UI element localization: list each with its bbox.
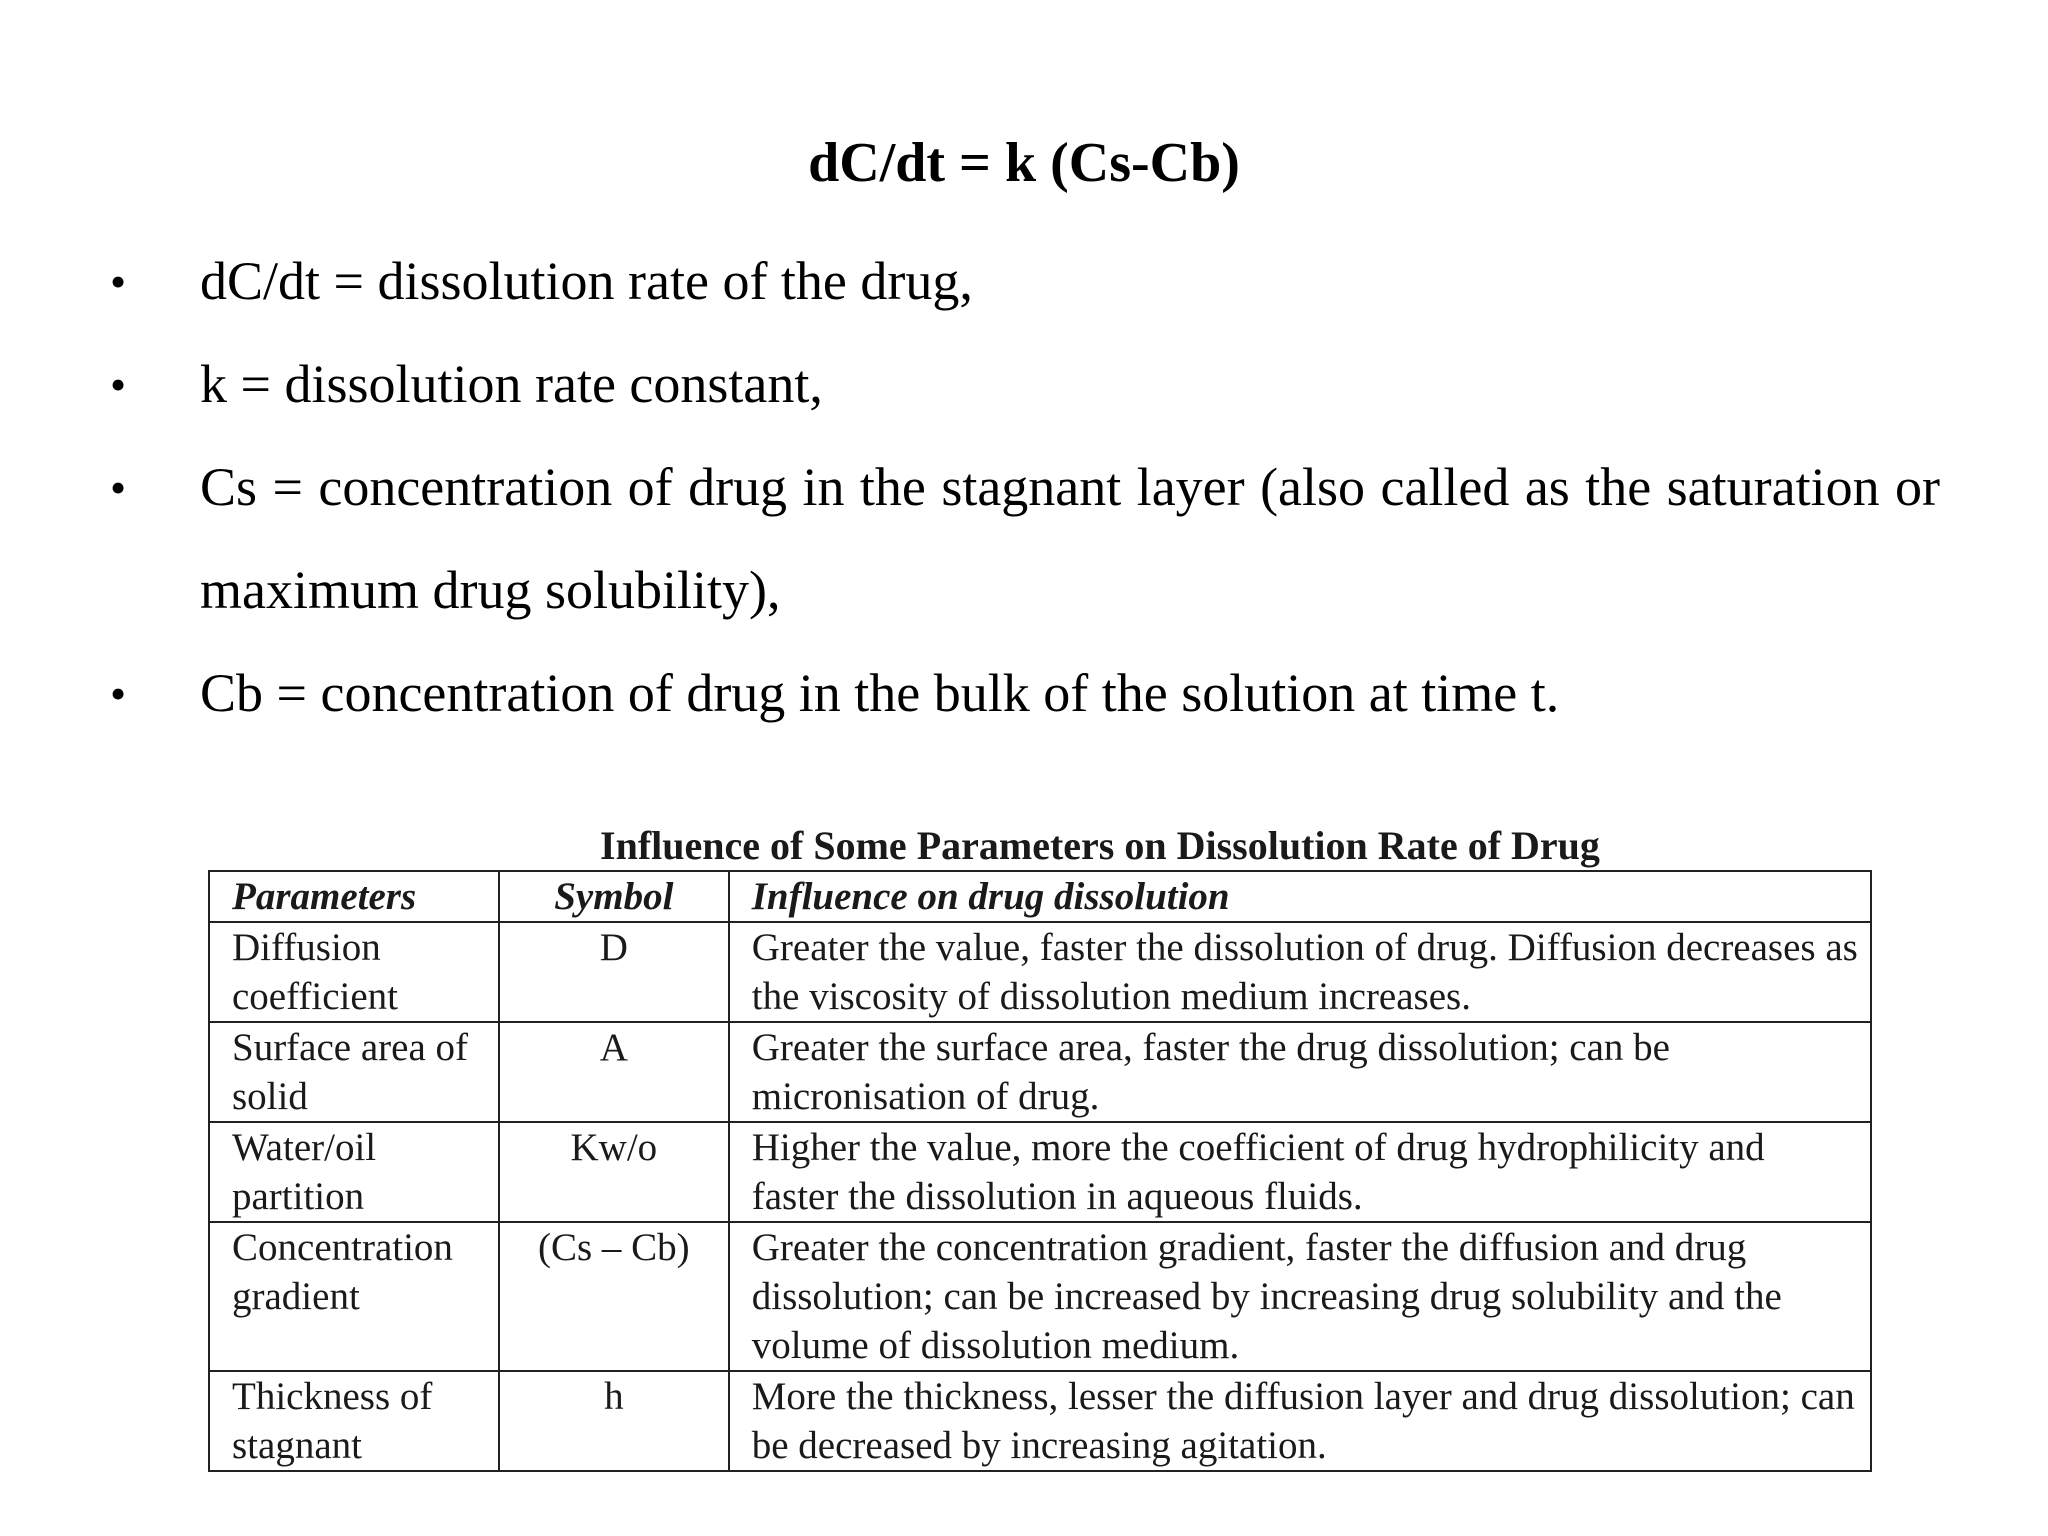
list-item — [110, 230, 1940, 333]
cell-influence: Greater the value, faster the dissolution of drug. Diffusion decreases as the viscosity of dissolution medium increases. — [729, 922, 1871, 1022]
bullet-icon: • — [110, 359, 127, 410]
bullet-icon: • — [110, 462, 127, 513]
table-row — [209, 1122, 1871, 1222]
definition-text: k = dissolution rate constant, — [200, 354, 823, 414]
table-row — [209, 922, 1871, 1022]
cell-symbol: Kw/o — [499, 1122, 729, 1222]
parameters-table-figure — [208, 820, 1872, 1472]
dissolution-rate-formula: dC/dt = k (Cs-Cb) — [808, 132, 1240, 194]
cell-influence: Higher the value, more the coefficient of drug hydrophilicity and faster the dissolution in aqueous fluids. — [729, 1122, 1871, 1222]
header-influence: Influence on drug dissolution — [729, 871, 1871, 922]
cell-symbol: h — [499, 1371, 729, 1471]
cell-symbol: (Cs – Cb) — [499, 1222, 729, 1371]
cell-parameter: Thickness of stagnant — [209, 1371, 499, 1471]
bullet-icon: • — [110, 256, 127, 307]
header-symbol: Symbol — [499, 871, 729, 922]
definition-text: Cs = concentration of drug in the stagnant layer (also called as the saturation or maximum drug solubility), — [200, 457, 1940, 620]
cell-influence: More the thickness, lesser the diffusion layer and drug dissolution; can be decreased by increasing agitation. — [729, 1371, 1871, 1471]
table-header-row — [209, 871, 1871, 922]
header-parameters: Parameters — [209, 871, 499, 922]
list-item — [110, 642, 1940, 745]
parameters-table — [208, 870, 1872, 1472]
cell-parameter: Diffusion coefficient — [209, 922, 499, 1022]
cell-parameter: Surface area of solid — [209, 1022, 499, 1122]
table-row — [209, 1371, 1871, 1471]
cell-parameter: Concentration gradient — [209, 1222, 499, 1371]
cell-symbol: A — [499, 1022, 729, 1122]
list-item — [110, 436, 1940, 642]
list-item — [110, 333, 1940, 436]
cell-influence: Greater the concentration gradient, faster the diffusion and drug dissolution; can be increased by increasing drug solubility and the volume of dissolution medium. — [729, 1222, 1871, 1371]
cell-symbol: D — [499, 922, 729, 1022]
definition-text: Cb = concentration of drug in the bulk of the solution at time t. — [200, 663, 1560, 723]
table-row — [209, 1222, 1871, 1371]
cell-parameter: Water/oil partition — [209, 1122, 499, 1222]
table-row — [209, 1022, 1871, 1122]
bullet-icon: • — [110, 668, 127, 719]
definition-list — [110, 230, 1940, 745]
cell-influence: Greater the surface area, faster the drug dissolution; can be micronisation of drug. — [729, 1022, 1871, 1122]
table-title: Influence of Some Parameters on Dissolution Rate of Drug — [600, 823, 1600, 868]
definition-text: dC/dt = dissolution rate of the drug, — [200, 251, 973, 311]
